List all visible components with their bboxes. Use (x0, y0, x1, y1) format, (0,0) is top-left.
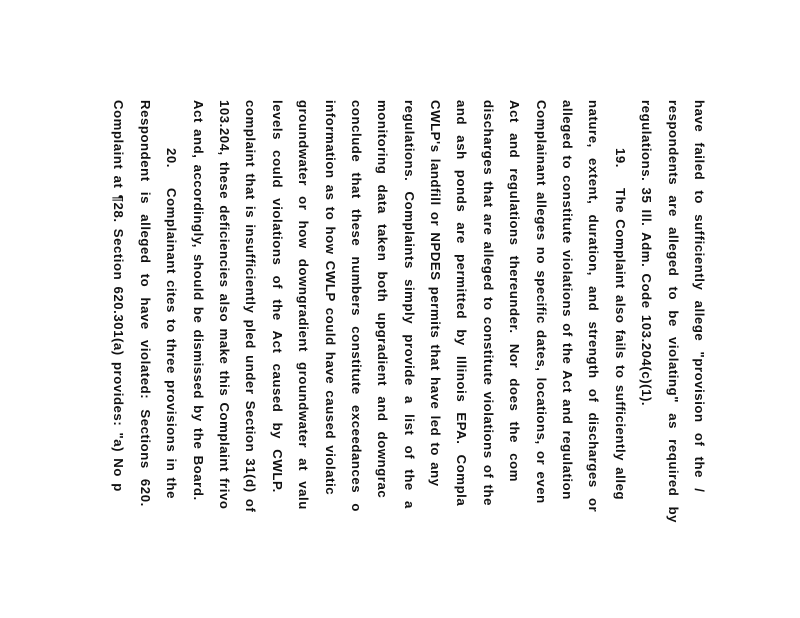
text-line: CWLP's landfill or NPDES permits that have led to any (428, 100, 444, 487)
paragraph-20-first-line (158, 100, 184, 618)
text-line: respondents are alleged to be violating" as required by (665, 100, 681, 524)
text-line: 103.204, these deficiencies also make this Complaint frivo (216, 100, 232, 510)
text-line: The Complaint also fails to sufficiently alleg (612, 188, 628, 501)
text-line: Complainant alleges no specific dates, locations, or even (533, 100, 549, 504)
text-line: and ash ponds are permitted by Illinois EPA. Compla (454, 100, 470, 507)
text-line: regulations. 35 Ill. Adm. Code 103.204(c)(1). (639, 100, 655, 407)
text-line: complaint that is insufficiently pled under Section 31(d) of (243, 100, 259, 513)
paragraph-19-first-line (606, 100, 632, 618)
text-line: Complaint at ¶28. Section 620.301(a) provides: "a) No p (111, 100, 127, 492)
text-line: Respondent is alleged to have violated: Sections 620. (137, 100, 153, 507)
text-line: Act and regulations thereunder. Nor does the com (507, 100, 523, 483)
text-line: alleged to constitute violations of the Act and regulation (560, 100, 576, 500)
text-line: Act and, accordingly, should be dismissed by the Board. (190, 100, 206, 501)
rotated-text-block (105, 100, 712, 618)
text-line: conclude that these numbers constitute exceedances o (348, 100, 364, 512)
text-line: levels could violations of the Act caused by CWLP. (269, 100, 285, 493)
paragraph-number: 20. (164, 148, 180, 168)
text-line: information as to how CWLP could have caused violatic (322, 100, 338, 496)
text-line: regulations. Complaints simply provide a list of the a (401, 100, 417, 509)
paragraph-number: 19. (612, 148, 628, 168)
text-line: Complainant cites to three provisions in the (164, 188, 180, 499)
text-line: discharges that are alleged to constitute violations of the (480, 100, 496, 507)
text-line: nature, extent, duration, and strength of discharges or (586, 100, 602, 513)
text-line: groundwater or how downgradient groundwater at valu (296, 100, 312, 510)
text-line: have failed to sufficiently allege "provision of the / (692, 100, 707, 493)
text-line: monitoring data taken both upgradient and downgrac (375, 100, 391, 499)
